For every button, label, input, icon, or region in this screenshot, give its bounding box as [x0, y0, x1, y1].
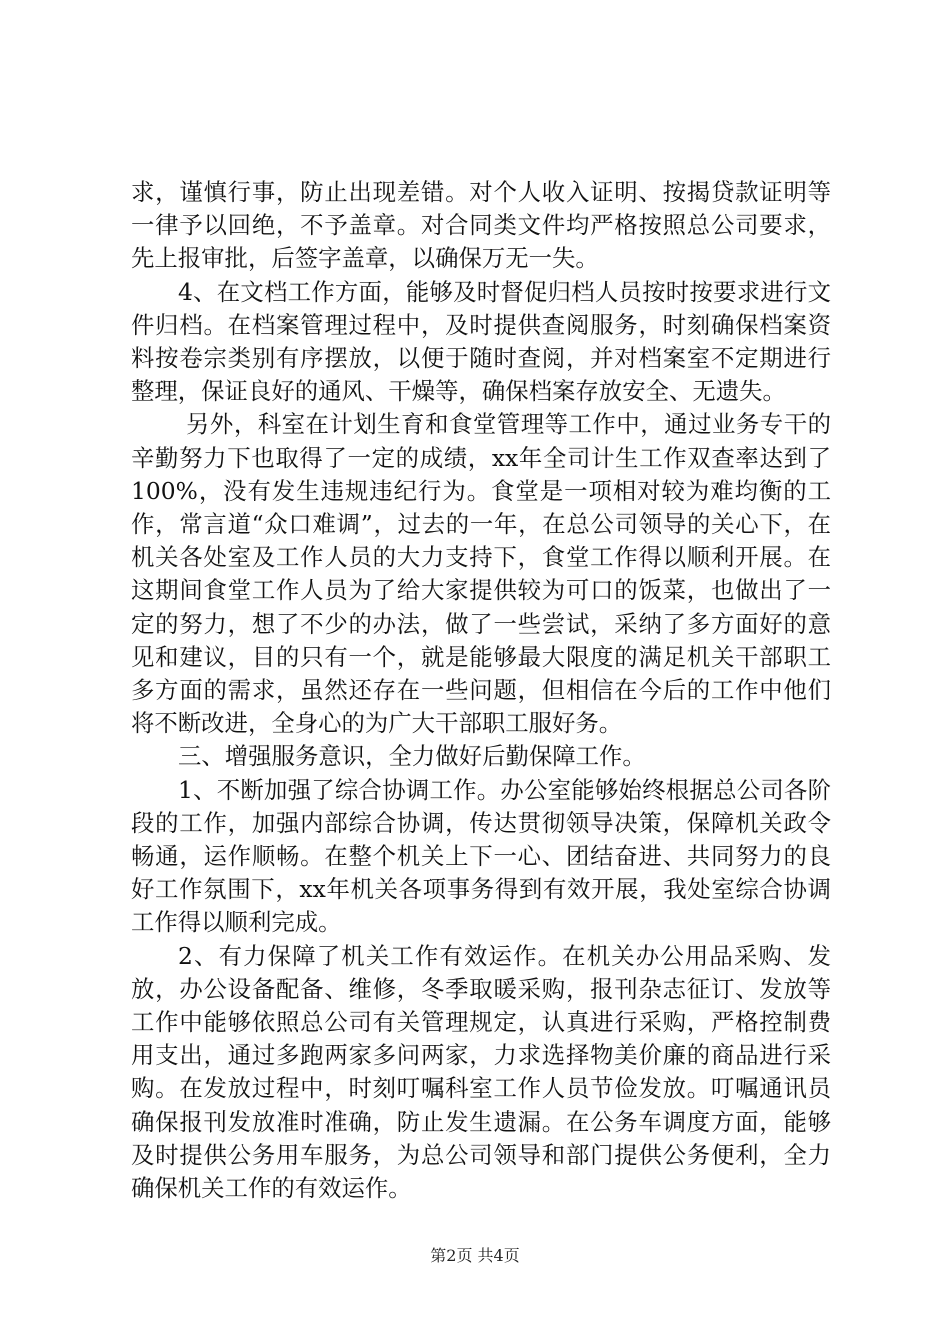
paragraph-continuation: 求，谨慎行事，防止出现差错。对个人收入证明、按揭贷款证明等一律予以回绝，不予盖章。对合同类文件均严格按照总公司要求，先上报审批，后签字盖章，以确保万无一失。 — [131, 178, 831, 273]
paragraph-archive-work: 4、在文档工作方面，能够及时督促归档人员按时按要求进行文件归档。在档案管理过程中，及时提供查阅服务，时刻确保档案资料按卷宗类别有序摆放，以便于随时查阅，并对档案室不定期进行整理，保证良好的通风、干燥等，确保档案存放安全、无遗失。 — [131, 277, 831, 406]
page-footer: 第2页 共4页 — [430, 1246, 520, 1265]
paragraph-operations-support: 2、有力保障了机关工作有效运作。在机关办公用品采购、发放，办公设备配备、维修，冬季取暖采购，报刊杂志征订、发放等工作中能够依照总公司有关管理规定，认真进行采购，严格控制费用支出，通过多跑两家多问两家，力求选择物美价廉的商品进行采购。在发放过程中，时刻叮嘱科室工作人员节俭发放。叮嘱通讯员确保报刊发放准时准确，防止发生遗漏。在公务车调度方面，能够及时提供公务用车服务，为总公司领导和部门提供公务便利，全力确保机关工作的有效运作。 — [131, 941, 831, 1203]
section-heading-service: 三、增强服务意识，全力做好后勤保障工作。 — [178, 742, 646, 771]
paragraph-family-planning-canteen: 另外，科室在计划生育和食堂管理等工作中，通过业务专干的辛勤努力下也取得了一定的成绩，xx年全司计生工作双查率达到了100%，没有发生违规违纪行为。食堂是一项相对较为难均衡的工作，常言道“众口难调”，过去的一年，在总公司领导的关心下，在机关各处室及工作人员的大力支持下，食堂工作得以顺利开展。在这期间食堂工作人员为了给大家提供较为可口的饭菜，也做出了一定的努力，想了不少的办法，做了一些尝试，采纳了多方面好的意见和建议，目的只有一个，就是能够最大限度的满足机关干部职工多方面的需求，虽然还存在一些问题，但相信在今后的工作中他们将不断改进，全身心的为广大干部职工服好务。 — [131, 410, 831, 738]
document-body — [131, 176, 831, 1205]
paragraph-coordination: 1、不断加强了综合协调工作。办公室能够始终根据总公司各阶段的工作，加强内部综合协调，传达贯彻领导决策，保障机关政令畅通，运作顺畅。在整个机关上下一心、团结奋进、共同努力的良好工作氛围下，xx年机关各项事务得到有效开展，我处室综合协调工作得以顺利完成。 — [131, 775, 831, 937]
